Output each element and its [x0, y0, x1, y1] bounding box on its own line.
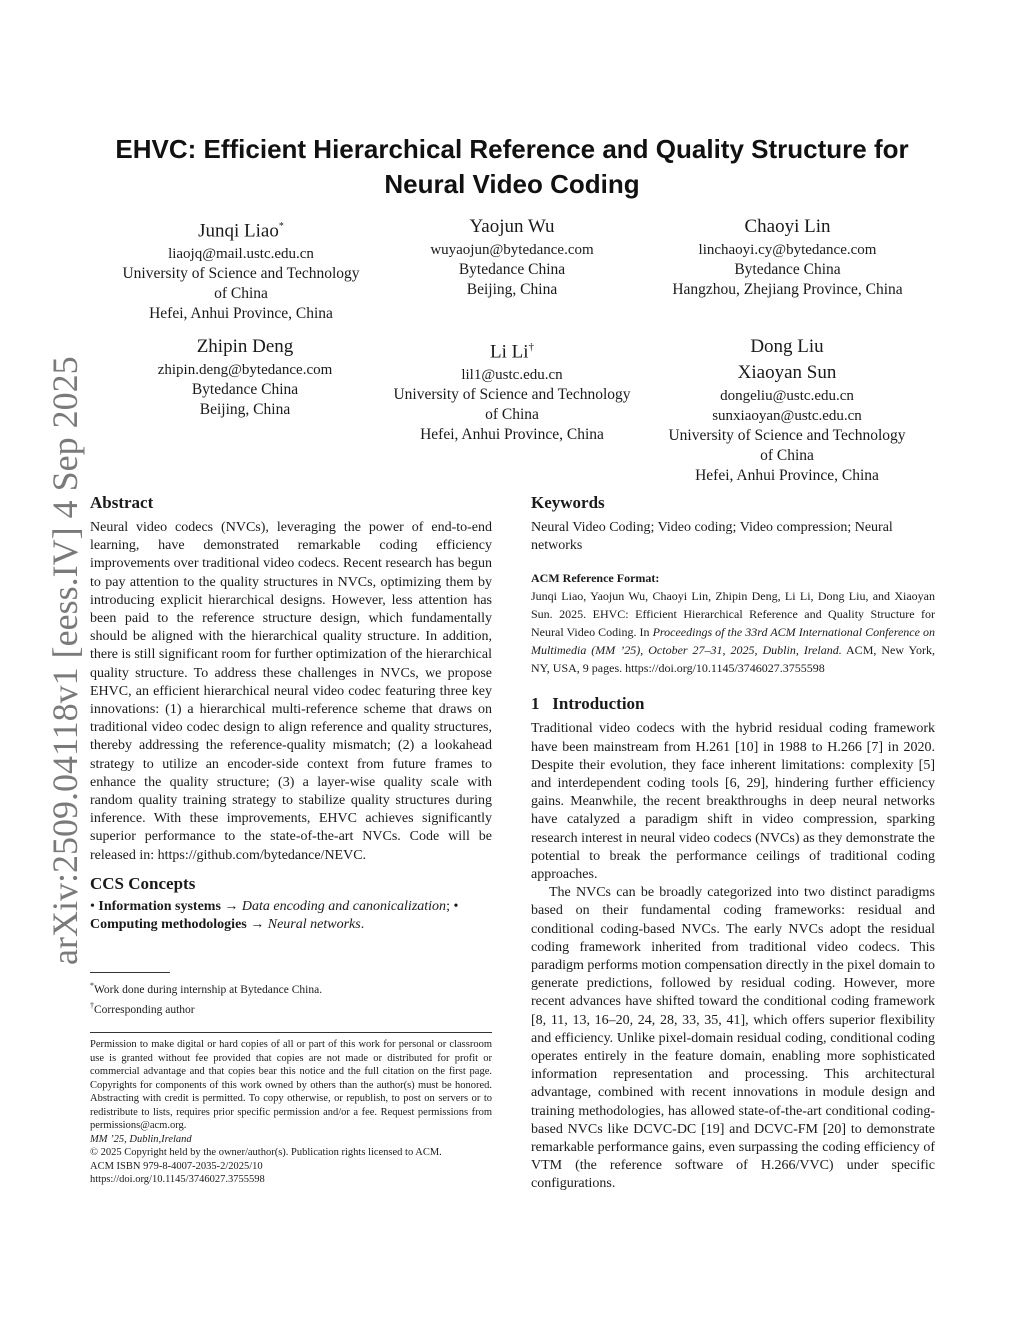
author-name: Yaojun Wu	[469, 216, 555, 237]
author-block-1	[96, 214, 386, 324]
author-location: Hangzhou, Zhejiang Province, China	[672, 281, 903, 298]
author-name-2: Xiaoyan Sun	[737, 362, 837, 383]
author-name: Junqi Liao*	[198, 220, 284, 242]
author-location: Hefei, Anhui Province, China	[149, 305, 333, 323]
author-block-3	[645, 214, 930, 300]
author-location: Hefei, Anhui Province, China	[420, 426, 604, 444]
author-affiliation-2: of China	[760, 447, 814, 464]
author-affiliation: University of Science and Technology	[393, 386, 631, 404]
isbn-line: ACM ISBN 979-8-4007-2035-2/2025/10	[90, 1160, 263, 1172]
author-name: Zhipin Deng	[196, 336, 294, 357]
author-block-2	[382, 214, 642, 300]
copyright-line: © 2025 Copyright held by the owner/author(s). Publication rights licensed to ACM.	[90, 1147, 442, 1158]
intro-paragraph-1: Traditional video codecs with the hybrid residual coding framework have been mainstream from H.261 [10] in 1988 to H.266 [7] in 2020. Despite their evolution, they face inherent limitations: complexity [5] and interdependent coding tools [6, 29], hindering further efficiency gains. Meanwhile, the recent breakthroughs in deep neural networks have catalyzed a paradigm shift in video compression, sparking research interest in neural video codecs (NVCs) as they demonstrate the potential to break the performance ceilings of traditional coding approaches.	[531, 721, 935, 883]
author-email: liaojq@mail.ustc.edu.cn	[168, 246, 314, 263]
author-affiliation-2: of China	[485, 406, 539, 424]
title-line-1: EHVC: Efficient Hierarchical Reference and Quality Structure for	[115, 134, 909, 164]
arxiv-stamp	[0, 0, 85, 1325]
acm-ref-heading: ACM Reference Format:	[531, 571, 660, 586]
author-email: dongeliu@ustc.edu.cn	[720, 388, 854, 404]
intro-heading: 1 Introduction	[531, 694, 645, 714]
author-affiliation: University of Science and Technology	[122, 265, 360, 283]
author-email: linchaoyi.cy@bytedance.com	[698, 242, 877, 258]
author-name: Li Li†	[489, 341, 535, 363]
author-location: Beijing, China	[466, 281, 558, 298]
author-name: Dong Liu	[750, 336, 824, 357]
permission-block	[90, 1032, 492, 1187]
author-affiliation: Bytedance China	[458, 261, 566, 278]
keywords-heading: Keywords	[531, 493, 605, 512]
author-email: lil1@ustc.edu.cn	[461, 367, 563, 384]
keywords-text: Neural Video Coding; Video coding; Video compression; Neural networks	[531, 520, 893, 554]
footnote-2: †Corresponding author	[90, 1000, 195, 1016]
ccs-text: • Information systems → Data encoding and canonicalization; • Computing methodologies → Neural networks.	[90, 898, 459, 933]
abstract-text: Neural video codecs (NVCs), leveraging the power of end-to-end learning, have demonstrated remarkable coding efficiency improvements over traditional video codecs. Recent research has begun to pay attention to the quality structures in NVCs, optimizing them by introducing explicit hierarchical designs. However, less attention has been paid to the reference structure design, which fundamentally should be aligned with the hierarchical quality structure. In addition, there is still significant room for further optimization of the hierarchical quality structure. To address these challenges in NVCs, we propose EHVC, an efficient hierarchical neural video codec featuring three key innovations: (1) a hierarchical multi-reference scheme that draws on traditional video codec design to align reference and quality structures, thereby addressing the reference-quality mismatch; (2) a lookahead strategy to utilize an encoder-side context from future frames to enhance the quality structure; (3) a layer-wise quality scale with random quality training strategy to stabilize quality structures during inference. With these improvements, EHVC achieves significantly superior performance to the state-of-the-art NVCs. Code will be released in: https://github.com/bytedance/NEVC.	[90, 520, 492, 863]
author-name: Chaoyi Lin	[744, 216, 831, 237]
author-email: zhipin.deng@bytedance.com	[157, 362, 333, 378]
paper-title	[80, 132, 944, 202]
left-column	[90, 492, 492, 934]
author-email-2: sunxiaoyan@ustc.edu.cn	[712, 408, 862, 424]
author-block-6	[652, 334, 922, 486]
acm-ref-text: Junqi Liao, Yaojun Wu, Chaoyi Lin, Zhipin Deng, Li Li, Dong Liu, and Xiaoyan Sun. 2025. EHVC: Efficient Hierarchical Reference and Quality Structure for Neural Video Coding. In Proceedings of the 33rd ACM International Conference on Multimedia (MM ’25), October 27–31, 2025, Dublin, Ireland. ACM, New York, NY, USA, 9 pages. https://doi.org/10.1145/3746027.3755598	[531, 589, 935, 676]
venue-line: MM ’25, Dublin,Ireland	[90, 1133, 192, 1145]
author-affiliation: Bytedance China	[734, 261, 841, 278]
author-email: wuyaojun@bytedance.com	[430, 242, 594, 258]
author-location: Beijing, China	[199, 401, 291, 418]
ccs-heading: CCS Concepts	[90, 873, 196, 893]
footnote-rule	[90, 972, 170, 973]
author-affiliation-2: of China	[214, 285, 268, 303]
permission-rule	[90, 1032, 492, 1033]
permission-text: Permission to make digital or hard copies of all or part of this work for personal or classroom use is granted without fee provided that copies are not made or distributed for profit or commercial advantage and that copies bear this notice and the full citation on the first page. Copyrights for components of this work owned by others than the author(s) must be honored. Abstracting with credit is permitted. To copy otherwise, or republish, to post on servers or to redistribute to lists, requires prior specific permission and/or a fee. Request permissions from permissions@acm.org.	[90, 1039, 492, 1131]
doi-line: https://doi.org/10.1145/3746027.3755598	[90, 1174, 265, 1185]
author-affiliation: University of Science and Technology	[668, 427, 906, 444]
abstract-heading: Abstract	[90, 493, 154, 512]
author-location: Hefei, Anhui Province, China	[695, 467, 879, 484]
author-block-4	[110, 334, 380, 420]
footnote-1: *Work done during internship at Bytedance China.	[90, 981, 323, 996]
footnotes	[90, 972, 492, 1018]
intro-paragraph-2: The NVCs can be broadly categorized into two distinct paradigms based on their fundamental coding frameworks: residual and conditional coding-based NVCs. The early NVCs adopt the residual coding framework inherited from traditional video codecs. This paradigm performs motion compensation directly in the pixel domain to generate predictions, followed by residual coding. However, more recent advances have shifted toward the conditional coding framework [8, 11, 13, 16–20, 24, 28, 33, 35, 41], which offers superior flexibility and efficiency. Unlike pixel-domain residual coding, conditional coding operates entirely in the feature domain, enabling more sophisticated information representation and processing. This architectural advantage, combined with recent innovations in module design and training methodologies, has allowed state-of-the-art conditional coding-based NVCs like DCVC-DC [19] and DCVC-FM [20] to demonstrate remarkable performance gains, even surpassing the coding efficiency of VTM (the reference software of H.266/VVC) under specific configurations.	[531, 885, 935, 1192]
right-column	[531, 492, 935, 1194]
arxiv-stamp-text: arXiv:2509.04118v1 [eess.IV] 4 Sep 2025	[45, 356, 85, 965]
author-affiliation: Bytedance China	[191, 381, 299, 398]
title-line-2: Neural Video Coding	[384, 169, 640, 199]
author-block-5	[380, 334, 644, 445]
